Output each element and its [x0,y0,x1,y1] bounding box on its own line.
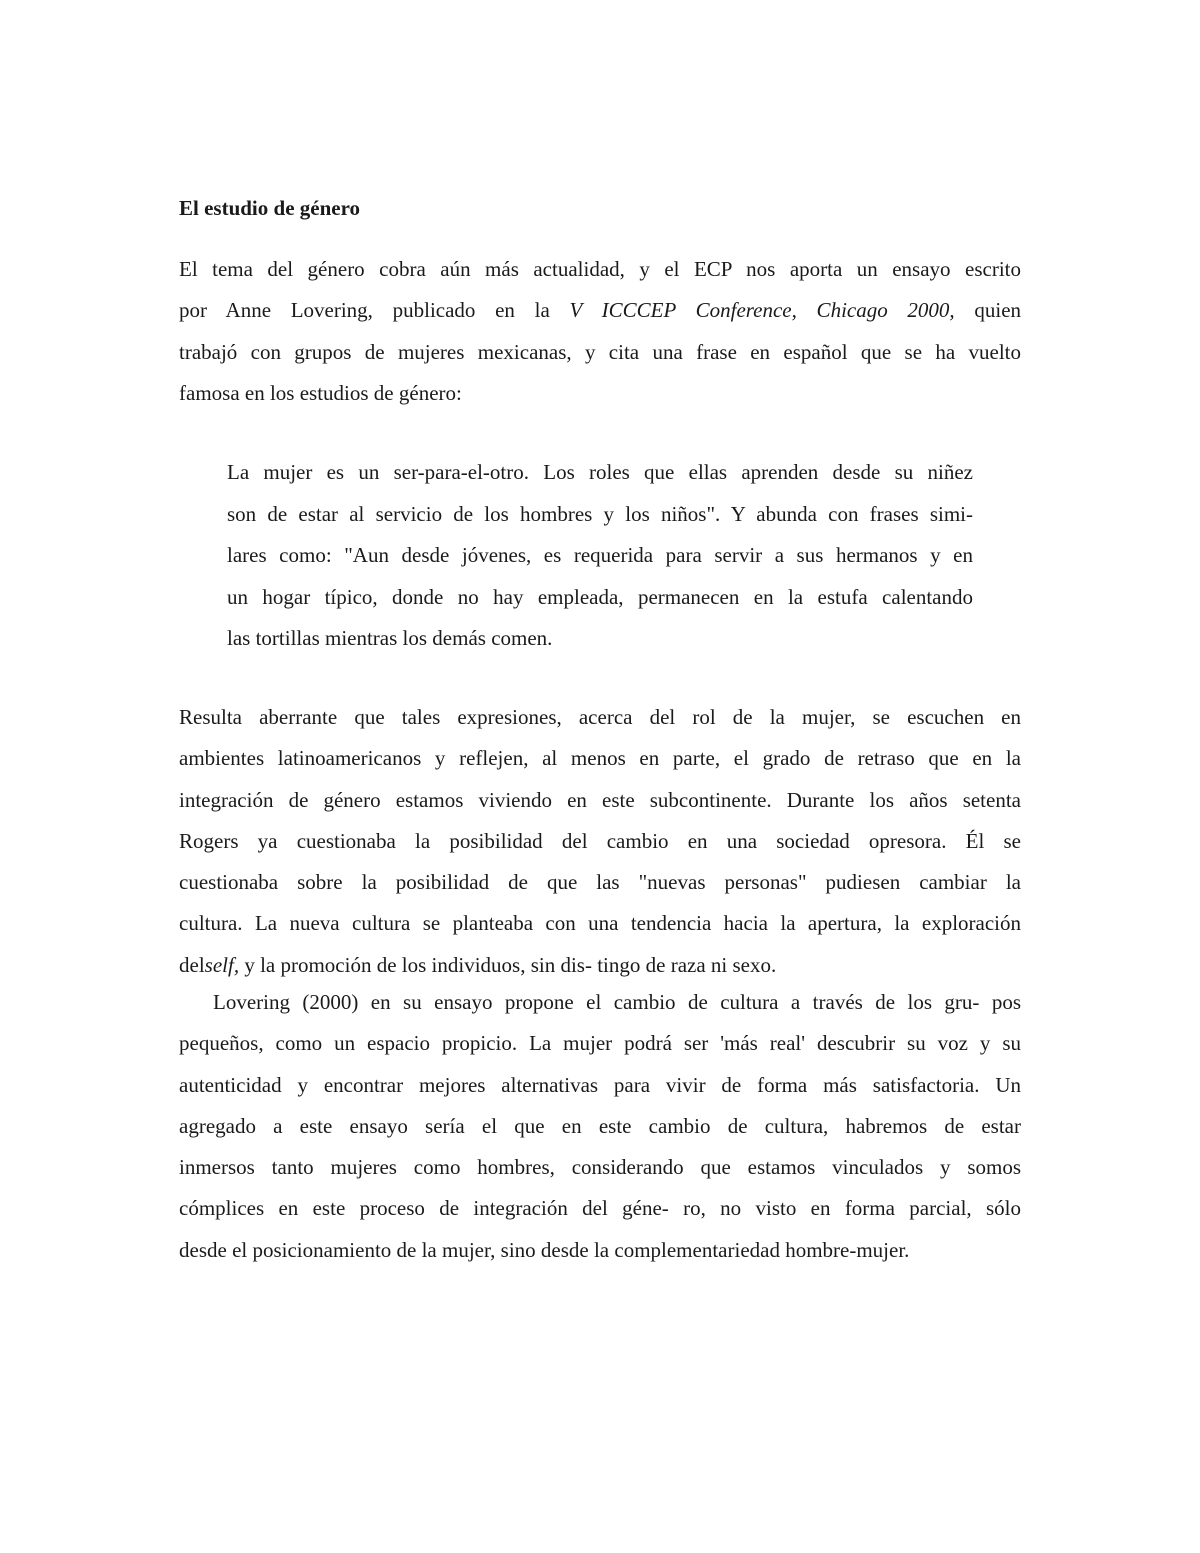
paragraph-line-text: y la promoción de los individuos, sin dis- tingo de raza ni sexo. [244,952,777,977]
quote-line: las tortillas mientras los demás comen. [227,626,553,650]
paragraph-line: inmersos tanto mujeres como hombres, considerando que estamos vinculados y somos [179,1155,1021,1180]
paragraph-line: Rogers ya cuestionaba la posibilidad del cambio en una sociedad opresora. Él se [179,828,1021,853]
paragraph-intro [179,249,1021,414]
paragraph-line: famosa en los estudios de género: [179,380,462,405]
quote-line: un hogar típico, donde no hay empleada, permanecen en la estufa calentando [227,584,973,609]
block-quote [227,452,973,660]
italic-reference: V ICCCEP Conference, Chicago 2000, [569,298,955,323]
paragraph-line: cómplices en este proceso de integración del géne- ro, no visto en forma parcial, sólo [179,1196,1021,1221]
paragraph-line: cultura. La nueva cultura se planteaba con una tendencia hacia la apertura, la exploración [179,911,1021,936]
paragraph-line-text: quien [974,298,1022,323]
paragraph-line [179,290,1021,331]
paragraph-line: ambientes latinoamericanos y reflejen, al menos en parte, el grado de retraso que en la [179,746,1021,771]
paragraph-line: pequeños, como un espacio propicio. La mujer podrá ser 'más real' descubrir su voz y su [179,1031,1021,1056]
section-heading: El estudio de género [179,196,361,220]
paragraph-discussion [179,697,1021,986]
quote-line: La mujer es un ser-para-el-otro. Los roles que ellas aprenden desde su niñez [227,460,973,484]
paragraph-line: integración de género estamos viviendo en este subcontinente. Durante los años setenta [179,787,1021,812]
paragraph-line: trabajó con grupos de mujeres mexicanas, y cita una frase en español que se ha vuelto [179,339,1021,364]
paragraph-conclusion [179,982,1021,1271]
paragraph-line-text: del [179,952,205,977]
paragraph-line: autenticidad y encontrar mejores alternativas para vivir de forma más satisfactoria. Un [179,1072,1021,1097]
paragraph-line: El tema del género cobra aún más actualidad, y el ECP nos aporta un ensayo escrito [179,257,1021,281]
quote-line: son de estar al servicio de los hombres y los niños". Y abunda con frases simi- [227,501,973,526]
paragraph-line-text: por Anne Lovering, publicado en la [179,298,550,323]
quote-line: lares como: "Aun desde jóvenes, es requerida para servir a sus hermanos y en [227,543,973,567]
paragraph-line [179,945,1021,986]
paragraph-line: cuestionaba sobre la posibilidad de que las "nuevas personas" pudiesen cambiar la [179,870,1021,895]
paragraph-line: desde el posicionamiento de la mujer, sino desde la complementariedad hombre-mujer. [179,1237,910,1262]
paragraph-line: agregado a este ensayo sería el que en este cambio de cultura, habremos de estar [179,1113,1021,1138]
paragraph-line: Resulta aberrante que tales expresiones, acerca del rol de la mujer, se escuchen en [179,705,1021,729]
paragraph-line: Lovering (2000) en su ensayo propone el cambio de cultura a través de los gru- pos [213,990,1021,1014]
italic-word: self, [204,952,240,977]
